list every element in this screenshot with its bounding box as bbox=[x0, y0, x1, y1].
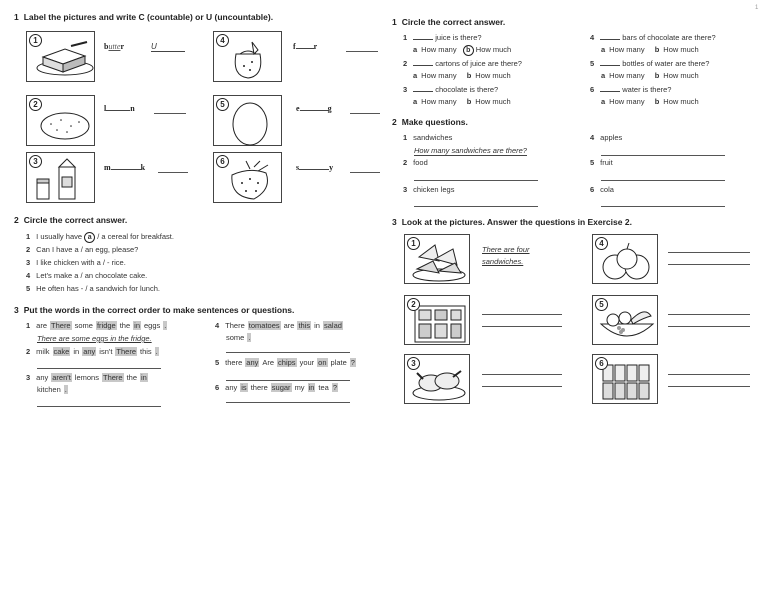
word-token[interactable]: aren't bbox=[52, 373, 71, 382]
word-token[interactable]: any bbox=[225, 383, 238, 392]
answer-lemon[interactable] bbox=[154, 113, 186, 114]
right-ex3-answer-1a: There are four bbox=[482, 245, 530, 254]
left-ex3-answer-line-2[interactable] bbox=[37, 368, 161, 369]
right-ex2-item-6: 6 cola bbox=[590, 185, 614, 194]
left-ex3-item-2: 2 milk cake in any isn't There this . bbox=[26, 347, 158, 356]
right-ex2-answer-line-5[interactable] bbox=[601, 180, 725, 181]
right-ex3-answer-line-4a[interactable] bbox=[668, 252, 750, 253]
right-ex2-item-4: 4 apples bbox=[590, 133, 623, 142]
word-token[interactable]: . bbox=[64, 385, 67, 394]
word-token[interactable]: cake bbox=[53, 347, 70, 356]
word-token[interactable]: ? bbox=[350, 358, 355, 367]
answer-strawberry[interactable] bbox=[350, 172, 380, 173]
word-token[interactable]: is bbox=[241, 383, 247, 392]
word-token[interactable]: your bbox=[299, 358, 315, 367]
word-flour: f r bbox=[293, 42, 318, 51]
word-token[interactable]: there bbox=[225, 358, 243, 367]
word-token[interactable]: there bbox=[250, 383, 268, 392]
word-token[interactable]: are bbox=[36, 321, 48, 330]
word-token[interactable]: sugar bbox=[271, 383, 291, 392]
left-ex2-item-5: 5 He often has - / a sandwich for lunch. bbox=[26, 284, 160, 293]
right-ex2-item-2: 2 food bbox=[403, 158, 428, 167]
right-ex1-q2: 2 cartons of juice are there? bbox=[403, 59, 522, 68]
right-ex1-opts5: a How many b How much bbox=[601, 71, 699, 80]
word-token[interactable]: isn't bbox=[99, 347, 113, 356]
word-token[interactable]: any bbox=[246, 358, 259, 367]
right-ex1-opts6: a How many b How much bbox=[601, 97, 699, 106]
page-corner-mark: 1 bbox=[755, 5, 759, 11]
right-ex1-opts1: a How many b How much bbox=[413, 45, 512, 54]
right-ex3-answer-line-3a[interactable] bbox=[482, 374, 562, 375]
word-token[interactable]: chips bbox=[278, 358, 296, 367]
left-ex1-title: 1 Label the pictures and write C (countable) or U (uncountable). bbox=[14, 12, 274, 22]
word-token[interactable]: Are bbox=[262, 358, 275, 367]
picture-food: 2 bbox=[404, 295, 470, 345]
right-ex3-answer-line-6b[interactable] bbox=[668, 386, 750, 387]
word-token[interactable]: in bbox=[308, 383, 315, 392]
word-token[interactable]: in bbox=[134, 321, 140, 330]
answer-flour[interactable] bbox=[346, 51, 378, 52]
word-token[interactable]: eggs bbox=[144, 321, 161, 330]
left-ex2-title: 2 Circle the correct answer. bbox=[14, 215, 128, 225]
word-egg: e g bbox=[296, 104, 332, 113]
picture-apples: 4 bbox=[592, 234, 658, 284]
picture-cola: 6 bbox=[592, 354, 658, 404]
word-token[interactable]: There bbox=[225, 321, 245, 330]
word-butter: butter bbox=[104, 42, 125, 51]
right-ex1-title: 1 Circle the correct answer. bbox=[392, 17, 506, 27]
left-ex3-item-6: 6 any is there sugar my in tea ? bbox=[215, 383, 338, 392]
word-token[interactable]: lemons bbox=[74, 373, 99, 382]
word-token[interactable]: kitchen bbox=[37, 385, 61, 394]
word-token[interactable]: salad bbox=[323, 321, 342, 330]
word-token[interactable]: . bbox=[164, 321, 167, 330]
answer-milk[interactable] bbox=[158, 172, 188, 173]
word-strawberry: s y bbox=[296, 163, 334, 172]
right-ex3-answer-line-4b[interactable] bbox=[668, 264, 750, 265]
picture-sandwiches: 1 bbox=[404, 234, 470, 284]
right-ex1-q5: 5 bottles of water are there? bbox=[590, 59, 710, 68]
word-token[interactable]: tea bbox=[318, 383, 329, 392]
right-ex2-answer-line-6[interactable] bbox=[601, 206, 725, 207]
picture-lemon: 2 bbox=[26, 95, 95, 146]
right-ex1-q3: 3 chocolate is there? bbox=[403, 85, 499, 94]
right-ex3-answer-1b: sandwiches. bbox=[482, 257, 524, 266]
left-ex3-item-3-cont bbox=[37, 385, 71, 394]
right-ex2-item-5: 5 fruit bbox=[590, 158, 613, 167]
right-ex2-item-3: 3 chicken legs bbox=[403, 185, 455, 194]
left-ex2-item-3: 3 I like chicken with a / - rice. bbox=[26, 258, 126, 267]
right-ex2-answer-line-2[interactable] bbox=[414, 180, 538, 181]
right-ex3-title: 3 Look at the pictures. Answer the questions in Exercise 2. bbox=[392, 217, 632, 227]
left-ex2-item-4: 4 Let's make a / an chocolate cake. bbox=[26, 271, 148, 280]
word-token[interactable]: in bbox=[141, 373, 147, 382]
right-ex1-q6: 6 water is there? bbox=[590, 85, 672, 94]
picture-butter: 1 bbox=[26, 31, 95, 82]
picture-milk: 3 bbox=[26, 152, 95, 203]
word-token[interactable]: the bbox=[126, 373, 138, 382]
word-token[interactable]: fridge bbox=[96, 321, 116, 330]
word-token[interactable]: this bbox=[298, 321, 311, 330]
left-ex3-item-4: 4 There tomatoes are this in salad bbox=[215, 321, 342, 330]
word-token[interactable]: any bbox=[36, 373, 49, 382]
word-token[interactable]: There bbox=[51, 321, 71, 330]
left-ex3-item-3: 3 any aren't lemons There the in bbox=[26, 373, 147, 382]
word-token[interactable]: my bbox=[294, 383, 305, 392]
word-milk: m k bbox=[104, 163, 146, 172]
picture-egg: 5 bbox=[213, 95, 282, 146]
word-token[interactable]: in bbox=[314, 321, 320, 330]
left-ex3-item-5: 5 there any Are chips your on plate ? bbox=[215, 358, 355, 367]
circled-answer[interactable]: a bbox=[84, 232, 95, 243]
left-ex3-answer-line-5[interactable] bbox=[226, 380, 350, 381]
right-ex3-answer-line-5b[interactable] bbox=[668, 326, 750, 327]
right-ex1-opts2: a How many b How much bbox=[413, 71, 511, 80]
left-ex3-item-1: 1 are There some fridge the in eggs . bbox=[26, 321, 167, 330]
word-token[interactable]: the bbox=[119, 321, 131, 330]
circled-answer[interactable]: b bbox=[463, 45, 474, 56]
right-ex2-title: 2 Make questions. bbox=[392, 117, 468, 127]
left-ex3-item-4-cont bbox=[226, 333, 254, 342]
word-token[interactable]: milk bbox=[36, 347, 50, 356]
right-ex2-answer-line-3[interactable] bbox=[414, 206, 538, 207]
word-token[interactable]: . bbox=[155, 347, 158, 356]
left-ex2-item-2: 2 Can I have a / an egg, please? bbox=[26, 245, 139, 254]
answer-egg[interactable] bbox=[350, 113, 380, 114]
right-ex3-answer-line-6a[interactable] bbox=[668, 374, 750, 375]
left-ex3-answer-1: There are some eggs in the fridge. bbox=[37, 334, 152, 343]
right-ex3-answer-line-3b[interactable] bbox=[482, 386, 562, 387]
right-ex2-item-1: 1 sandwiches bbox=[403, 133, 453, 142]
picture-flour: 4 bbox=[213, 31, 282, 82]
right-ex1-q4: 4 bars of chocolate are there? bbox=[590, 33, 716, 42]
left-ex3-answer-line-3[interactable] bbox=[37, 406, 161, 407]
picture-chicken-legs: 3 bbox=[404, 354, 470, 404]
picture-strawberry: 6 bbox=[213, 152, 282, 203]
word-token[interactable]: some bbox=[226, 333, 245, 342]
word-token[interactable]: There bbox=[116, 347, 136, 356]
right-ex1-q1: 1 juice is there? bbox=[403, 33, 482, 42]
word-token[interactable]: There bbox=[102, 373, 123, 382]
word-lemon: l n bbox=[104, 104, 135, 113]
word-token[interactable]: in bbox=[73, 347, 80, 356]
word-token[interactable]: ? bbox=[332, 383, 338, 392]
word-token[interactable]: are bbox=[283, 321, 295, 330]
right-ex3-answer-line-5a[interactable] bbox=[668, 314, 750, 315]
right-ex2-answer-line-4[interactable] bbox=[601, 155, 725, 156]
word-token[interactable]: some bbox=[74, 321, 93, 330]
left-ex3-title: 3 Put the words in the correct order to make sentences or questions. bbox=[14, 305, 295, 315]
word-token[interactable]: on bbox=[318, 358, 327, 367]
right-ex1-opts4: a How many b How much bbox=[601, 45, 699, 54]
word-token[interactable]: tomatoes bbox=[248, 321, 280, 330]
picture-fruit: 5 bbox=[592, 295, 658, 345]
answer-butter[interactable]: U bbox=[151, 42, 185, 52]
right-ex3-answer-line-2a[interactable] bbox=[482, 314, 562, 315]
right-ex1-opts3: a How many b How much bbox=[413, 97, 511, 106]
right-ex3-answer-line-2b[interactable] bbox=[482, 326, 562, 327]
right-ex2-answer-1: How many sandwiches are there? bbox=[414, 146, 527, 155]
word-token[interactable]: this bbox=[140, 347, 152, 356]
left-ex3-answer-line-4[interactable] bbox=[226, 352, 350, 353]
word-token[interactable]: . bbox=[248, 333, 251, 342]
left-ex3-answer-line-6[interactable] bbox=[226, 402, 350, 403]
word-token[interactable]: any bbox=[83, 347, 96, 356]
word-token[interactable]: plate bbox=[330, 358, 347, 367]
left-ex2-item-1: 1 I usually have a / a cereal for breakfast. bbox=[26, 232, 174, 241]
